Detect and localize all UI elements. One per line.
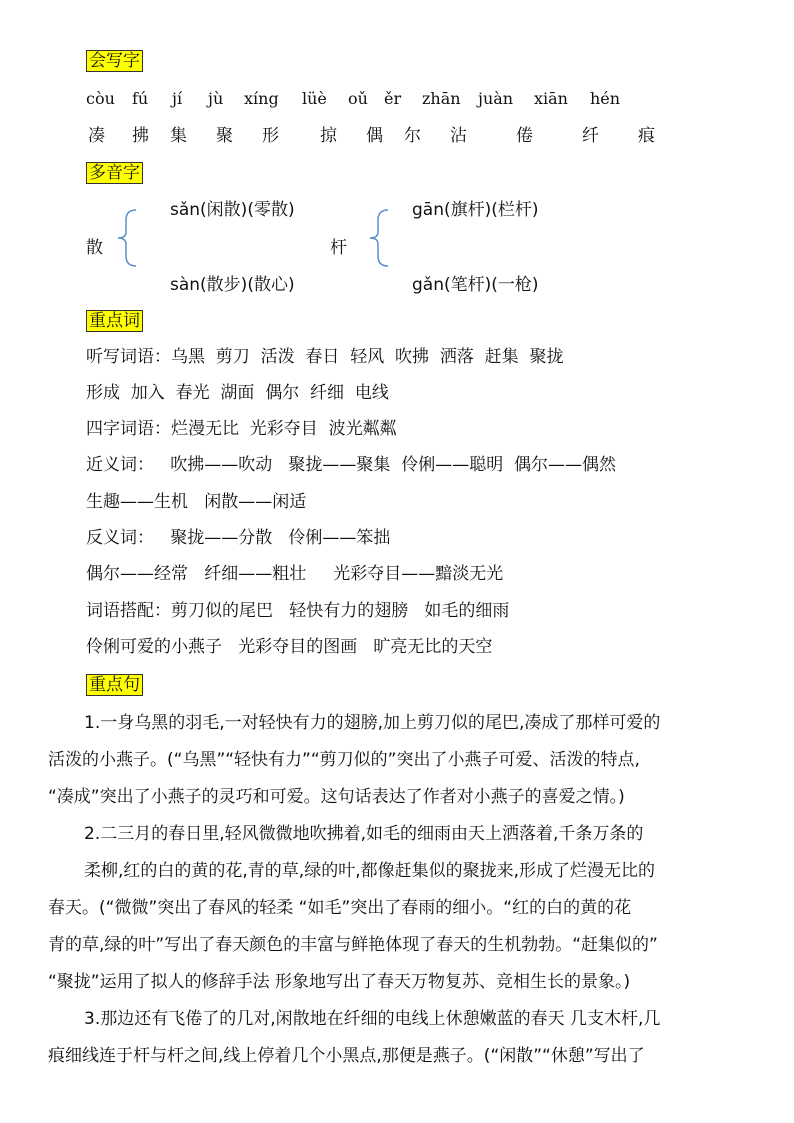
char-item: 聚 (216, 126, 233, 146)
sentence-line: 青的草,绿的叶”写出了春天颜色的丰富与鲜艳体现了春天的生机勃勃。“赶集似的” (48, 935, 658, 955)
pinyin-item: lüè (302, 89, 327, 108)
sentence-line: “凑成”突出了小燕子的灵巧和可爱。这句话表达了作者对小燕子的喜爱之情。) (48, 787, 625, 807)
section-key-sentences (86, 673, 143, 697)
sentence-line: 1.一身乌黑的羽毛,一对轻快有力的翅膀,加上剪刀似的尾巴,凑成了那样可爱的 (84, 713, 661, 733)
pinyin-item: xiān (534, 89, 568, 108)
section-label: 多音字 (86, 162, 143, 184)
collocation-line-1: 词语搭配：剪刀似的尾巴 轻快有力的翅膀 如毛的细雨 (86, 601, 510, 621)
sentence-line: “聚拢”运用了拟人的修辞手法 形象地写出了春天万物复苏、竞相生长的景象。) (48, 972, 631, 992)
char-item: 倦 (516, 126, 533, 146)
section-label: 会写字 (86, 50, 143, 72)
pinyin-item: hén (590, 89, 621, 108)
sentence-1 (48, 705, 748, 816)
left-brace-icon (366, 208, 396, 268)
sentence-3 (48, 1001, 748, 1075)
poly-gan-top: gān(旗杆)(栏杆) (412, 200, 539, 220)
sentence-line: 春天。(“微微”突出了春风的轻柔 “如毛”突出了春雨的细小。“红的白的黄的花 (48, 898, 632, 918)
pinyin-item: còu (86, 89, 115, 108)
sentence-2 (48, 816, 748, 1001)
char-item: 沾 (450, 126, 467, 146)
section-writing-chars (86, 49, 143, 73)
four-char-words: 四字词语：烂漫无比 光彩夺目 波光粼粼 (86, 419, 397, 439)
pinyin-item: oǔ (348, 89, 368, 108)
char-item: 拂 (132, 126, 149, 146)
dictation-line-2: 形成 加入 春光 湖面 偶尔 纤细 电线 (86, 383, 389, 403)
section-polyphonic (86, 161, 143, 185)
synonyms-line-1: 近义词： 吹拂——吹动 聚拢——聚集 伶俐——聪明 偶尔——偶然 (86, 455, 617, 475)
char-item: 凑 (88, 126, 105, 146)
char-item: 集 (170, 126, 187, 146)
poly-gan-bottom: gǎn(笔杆)(一枪) (412, 275, 539, 295)
pinyin-item: zhān (422, 89, 461, 108)
section-label: 重点词 (86, 310, 143, 332)
char-item: 掠 (320, 126, 337, 146)
char-item: 偶 (366, 126, 383, 146)
pinyin-item: jù (208, 89, 224, 108)
antonyms-line-2: 偶尔——经常 纤细——粗壮 光彩夺目——黯淡无光 (86, 564, 504, 584)
section-label: 重点句 (86, 674, 143, 696)
left-brace-icon (114, 208, 144, 268)
collocation-line-2: 伶俐可爱的小燕子 光彩夺目的图画 旷亮无比的天空 (86, 637, 493, 657)
char-item: 尔 (404, 126, 421, 146)
pinyin-item: juàn (478, 89, 514, 108)
sentence-line: 2.二三月的春日里,轻风微微地吹拂着,如毛的细雨由天上洒落着,千条万条的 (84, 824, 644, 844)
poly-char-gan: 杆 (330, 238, 347, 258)
char-item: 形 (262, 126, 279, 146)
sentence-line: 痕细线连于杆与杆之间,线上停着几个小黑点,那便是燕子。(“闲散”“休憩”写出了 (48, 1046, 645, 1066)
pinyin-item: xíng (244, 89, 279, 108)
sentence-line: 3.那边还有飞倦了的几对,闲散地在纤细的电线上休憩嫩蓝的春天 几支木杆,几 (84, 1009, 661, 1029)
antonyms-line-1: 反义词： 聚拢——分散 伶俐——笨拙 (86, 528, 391, 548)
pinyin-item: fú (132, 89, 149, 108)
poly-char-san: 散 (86, 238, 103, 258)
poly-san-bottom: sàn(散步)(散心) (170, 275, 295, 295)
poly-san-top: sǎn(闲散)(零散) (170, 200, 295, 220)
synonyms-line-2: 生趣——生机 闲散——闲适 (86, 492, 307, 512)
pinyin-item: ěr (384, 89, 402, 108)
sentence-line: 柔柳,红的白的黄的花,青的草,绿的叶,都像赶集似的聚拢来,形成了烂漫无比的 (84, 861, 656, 881)
char-item: 痕 (638, 126, 655, 146)
char-item: 纤 (582, 126, 599, 146)
sentence-line: 活泼的小燕子。(“乌黑”“轻快有力”“剪刀似的”突出了小燕子可爱、活泼的特点, (48, 750, 640, 770)
dictation-line-1: 听写词语：乌黑 剪刀 活泼 春日 轻风 吹拂 洒落 赶集 聚拢 (86, 347, 564, 367)
section-key-words (86, 309, 143, 333)
pinyin-item: jí (172, 89, 183, 108)
